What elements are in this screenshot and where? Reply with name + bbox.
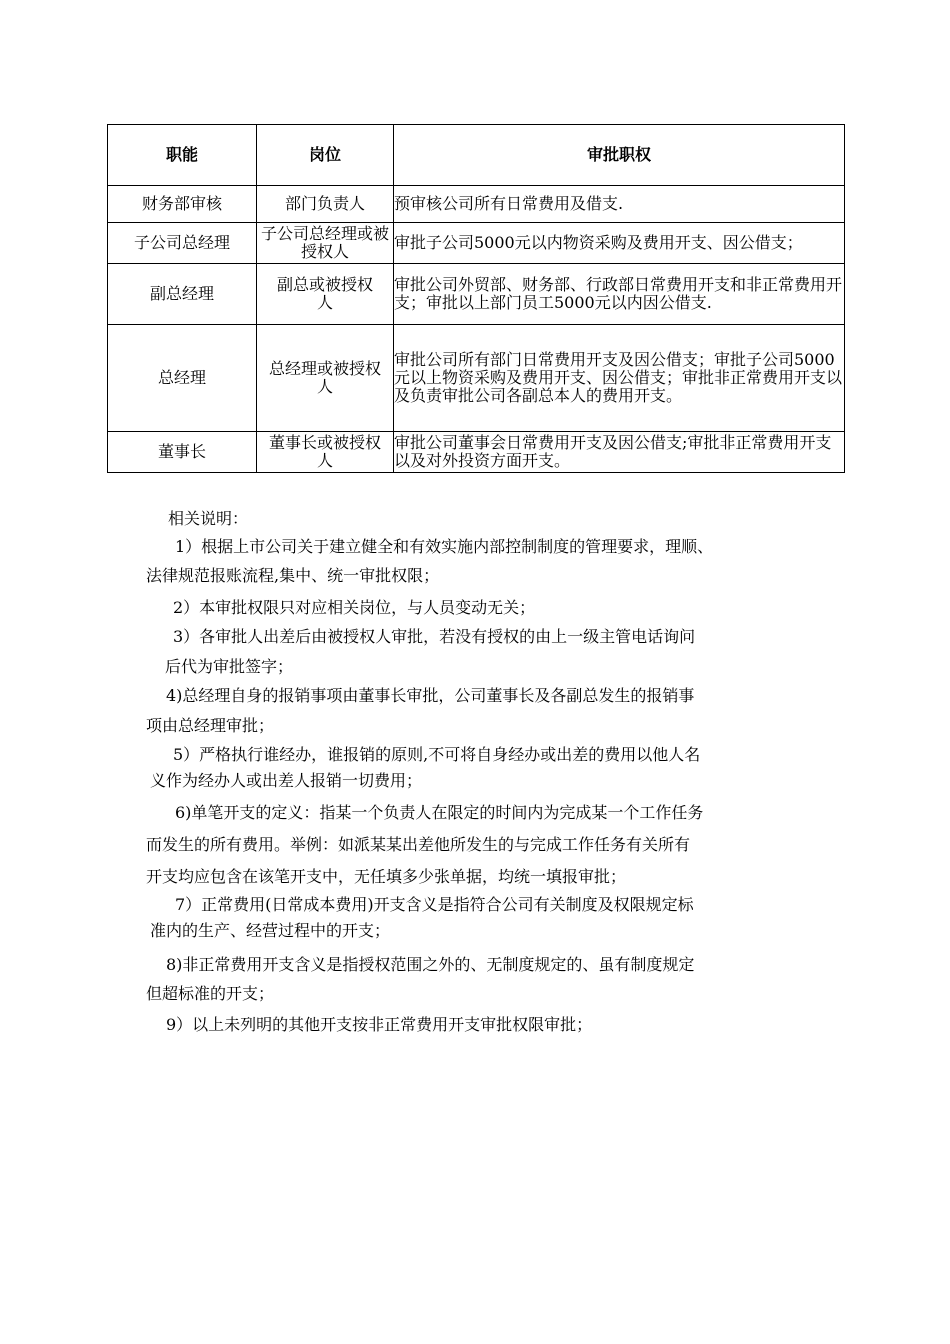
row-position: 董事长或被授权人 (257, 432, 394, 473)
note-line: 义作为经办人或出差人报销一切费用； (150, 771, 423, 790)
table-row (108, 432, 845, 473)
table-row (108, 186, 845, 223)
row-position: 总经理或被授权人 (257, 325, 394, 432)
table-row (108, 325, 845, 432)
row-position: 子公司总经理或被授权人 (257, 223, 394, 264)
row-authority: 审批公司所有部门日常费用开支及因公借支；审批子公司5000元以上物资采购及费用开支、因公借支；审批非正常费用开支以及负责审批公司各副总本人的费用开支。 (394, 325, 845, 432)
note-line: 但超标准的开支； (146, 984, 275, 1003)
row-authority: 审批公司外贸部、财务部、行政部日常费用开支和非正常费用开支；审批以上部门员工5000元以内因公借支. (394, 264, 845, 325)
row-role: 财务部审核 (108, 186, 257, 223)
note-line: 法律规范报账流程,集中、统一审批权限； (146, 566, 440, 585)
row-role: 子公司总经理 (108, 223, 257, 264)
note-line: 6)单笔开支的定义：指某一个负责人在限定的时间内为完成某一个工作任务 (175, 803, 704, 822)
note-line: 9）以上未列明的其他开支按非正常费用开支审批权限审批； (166, 1015, 593, 1034)
row-role: 总经理 (108, 325, 257, 432)
note-line: 7）正常费用(日常成本费用)开支含义是指符合公司有关制度及权限规定标 (175, 895, 694, 914)
note-line: 4)总经理自身的报销事项由董事长审批，公司董事长及各副总发生的报销事 (166, 686, 695, 705)
notes-title: 相关说明： (168, 509, 249, 528)
row-position: 部门负责人 (257, 186, 394, 223)
note-line: 2）本审批权限只对应相关岗位，与人员变动无关； (173, 598, 536, 617)
table-row (108, 264, 845, 325)
note-line: 准内的生产、经营过程中的开支； (150, 921, 391, 940)
note-line: 1）根据上市公司关于建立健全和有效实施内部控制制度的管理要求，理顺、 (175, 537, 714, 556)
row-role: 董事长 (108, 432, 257, 473)
header-authority: 审批职权 (394, 125, 845, 186)
row-authority: 审批公司董事会日常费用开支及因公借支;审批非正常费用开支以及对外投资方面开支。 (394, 432, 845, 473)
note-line: 开支均应包含在该笔开支中，无任填多少张单据，均统一填报审批； (146, 867, 627, 886)
note-line: 项由总经理审批； (146, 716, 275, 735)
note-line: 后代为审批签字； (165, 657, 294, 676)
header-function: 职能 (108, 125, 257, 186)
note-line: 3）各审批人出差后由被授权人审批，若没有授权的由上一级主管电话询问 (173, 627, 696, 646)
approval-authority-table (107, 124, 845, 473)
row-authority: 审批子公司5000元以内物资采购及费用开支、因公借支； (394, 223, 845, 264)
note-line: 而发生的所有费用。举例：如派某某出差他所发生的与完成工作任务有关所有 (146, 835, 691, 854)
row-role: 副总经理 (108, 264, 257, 325)
row-position: 副总或被授权人 (257, 264, 394, 325)
note-line: 5）严格执行谁经办，谁报销的原则,不可将自身经办或出差的费用以他人名 (173, 745, 701, 764)
table-header-row (108, 125, 845, 186)
header-position: 岗位 (257, 125, 394, 186)
note-line: 8)非正常费用开支含义是指授权范围之外的、无制度规定的、虽有制度规定 (166, 955, 695, 974)
row-authority: 预审核公司所有日常费用及借支. (394, 186, 845, 223)
table-row (108, 223, 845, 264)
